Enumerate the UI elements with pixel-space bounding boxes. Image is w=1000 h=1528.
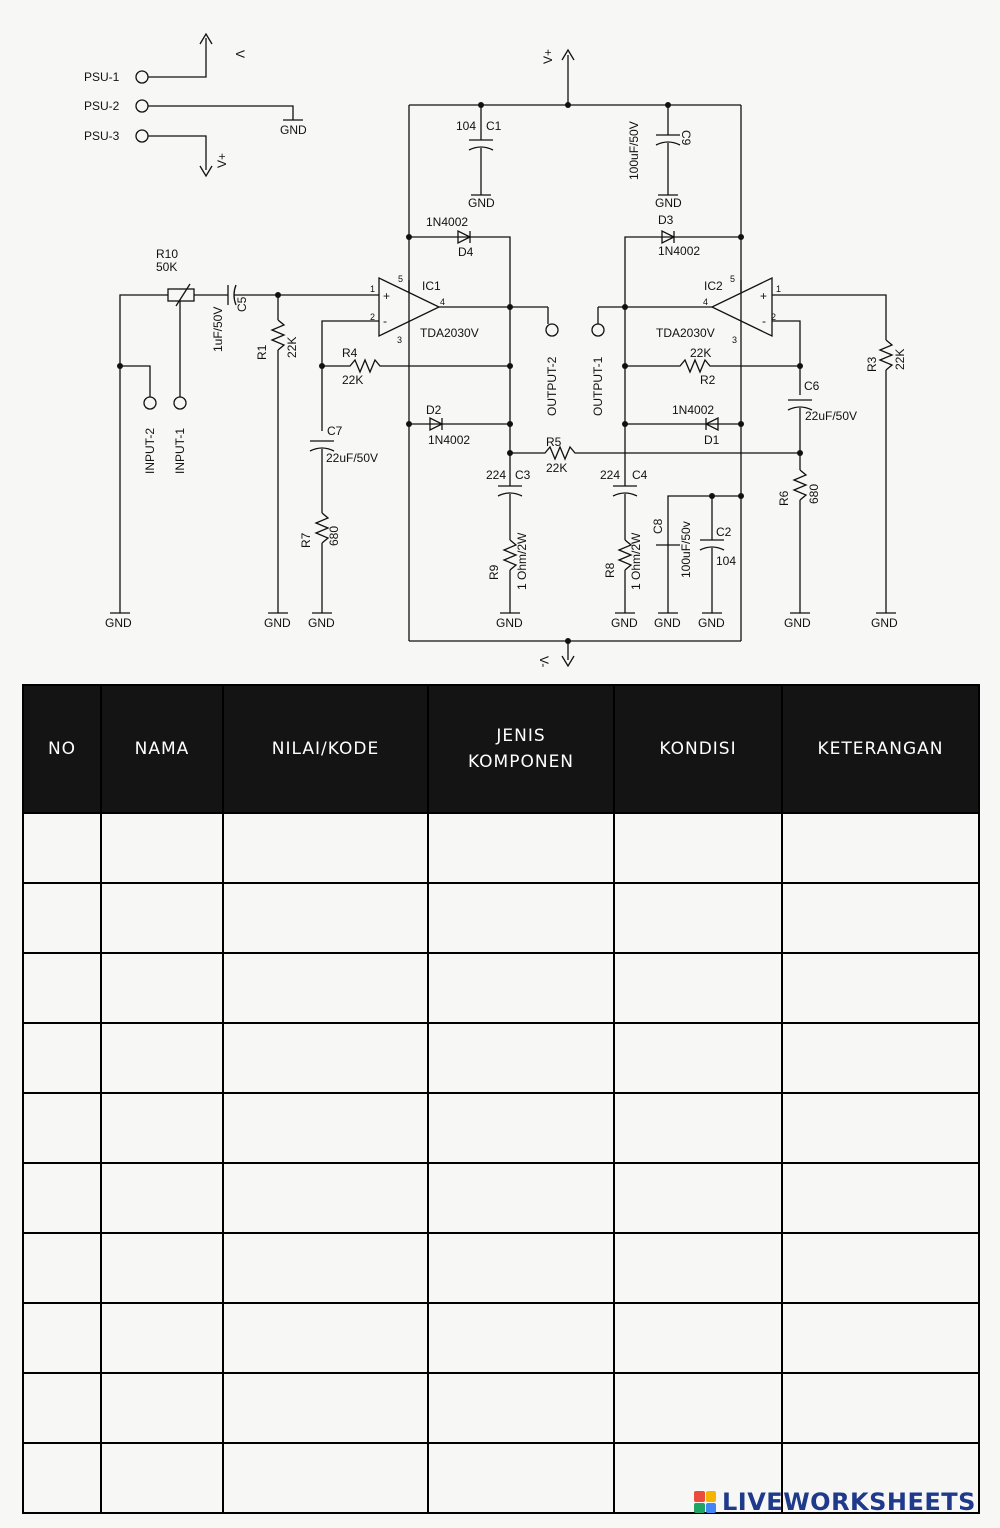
table-row (23, 1163, 979, 1233)
answer-cell[interactable] (101, 1163, 223, 1233)
psu1-label: PSU-1 (84, 70, 120, 84)
brand-name: LIVEWORKSHEETS (722, 1488, 976, 1516)
component-table (22, 684, 980, 1514)
answer-cell[interactable] (101, 1303, 223, 1373)
ic2-pin1: 1 (776, 284, 782, 294)
answer-cell[interactable] (428, 953, 614, 1023)
r4-value: 22K (342, 373, 364, 387)
amplifier-schematic (0, 0, 1000, 680)
r1-value: 22K (285, 336, 299, 358)
r2-ref: R2 (700, 373, 716, 387)
r5-ref: R5 (546, 435, 562, 449)
answer-cell[interactable] (428, 1023, 614, 1093)
answer-cell[interactable] (782, 1373, 979, 1443)
r9-value: 1 Ohm/2W (515, 532, 529, 590)
answer-cell[interactable] (782, 813, 979, 883)
r3-ref: R3 (865, 356, 879, 372)
input2-label: INPUT-2 (143, 427, 157, 474)
r4-ref: R4 (342, 346, 358, 360)
table-row (23, 1303, 979, 1373)
answer-cell[interactable] (428, 1373, 614, 1443)
c6-value: 22uF/50V (805, 409, 858, 423)
answer-cell[interactable] (101, 1093, 223, 1163)
gnd-label-4: GND (496, 616, 523, 630)
r7-ref: R7 (299, 532, 313, 548)
answer-cell[interactable] (23, 1443, 101, 1513)
c8-value: 100uF/50v (679, 521, 693, 578)
answer-cell[interactable] (223, 1163, 428, 1233)
d3-value: 1N4002 (658, 244, 701, 258)
header-nilai-kode: NILAI/KODE (223, 685, 428, 813)
ic2-pin4: 4 (703, 297, 709, 307)
answer-cell[interactable] (101, 883, 223, 953)
header-nama: NAMA (101, 685, 223, 813)
c2-value: 104 (716, 554, 737, 568)
psu1-terminal (136, 71, 148, 83)
input1-label: INPUT-1 (173, 427, 187, 474)
table-row (23, 883, 979, 953)
answer-cell[interactable] (782, 1163, 979, 1233)
answer-cell[interactable] (782, 953, 979, 1023)
answer-cell[interactable] (223, 953, 428, 1023)
answer-cell[interactable] (782, 1023, 979, 1093)
answer-cell[interactable] (23, 883, 101, 953)
ic1-pin2: 2 (370, 312, 376, 322)
answer-cell[interactable] (428, 1303, 614, 1373)
r8-ref: R8 (603, 562, 617, 578)
answer-cell[interactable] (614, 1233, 782, 1303)
ic1-plus: + (383, 289, 391, 303)
answer-cell[interactable] (23, 1233, 101, 1303)
r2-value: 22K (690, 346, 712, 360)
answer-cell[interactable] (428, 1233, 614, 1303)
r10-value: 50K (156, 260, 178, 274)
ic1-minus: - (383, 314, 387, 328)
c9-gnd: GND (655, 196, 682, 210)
ic1-ref: IC1 (422, 279, 441, 293)
table-row (23, 1373, 979, 1443)
psu2-label: PSU-2 (84, 99, 120, 113)
answer-cell[interactable] (223, 1023, 428, 1093)
answer-cell[interactable] (23, 1093, 101, 1163)
psu3-label: PSU-3 (84, 129, 120, 143)
r5-value: 22K (546, 461, 568, 475)
d4-ref: D4 (458, 245, 474, 259)
c5-ref: C5 (235, 296, 249, 312)
answer-cell[interactable] (782, 1233, 979, 1303)
answer-cell[interactable] (614, 953, 782, 1023)
table-header-row (23, 685, 979, 813)
answer-cell[interactable] (223, 1093, 428, 1163)
answer-cell[interactable] (428, 1163, 614, 1233)
d1-ref: D1 (704, 433, 720, 447)
ic1-part: TDA2030V (420, 326, 479, 340)
ic2-pin5: 5 (730, 274, 736, 284)
answer-cell[interactable] (23, 1163, 101, 1233)
ic2-minus: - (762, 314, 766, 328)
answer-cell[interactable] (101, 1373, 223, 1443)
ic2-pin3: 3 (732, 335, 738, 345)
table-row (23, 1093, 979, 1163)
c4-ref: C4 (632, 468, 648, 482)
ic1-pin1: 1 (370, 284, 376, 294)
answer-cell[interactable] (23, 953, 101, 1023)
d2-ref: D2 (426, 403, 442, 417)
answer-cell[interactable] (614, 813, 782, 883)
answer-cell[interactable] (23, 1303, 101, 1373)
output1-label: OUTPUT-1 (591, 356, 605, 416)
answer-cell[interactable] (614, 1093, 782, 1163)
answer-cell[interactable] (614, 1373, 782, 1443)
table-row (23, 813, 979, 883)
header-jenis-komponen: JENIS KOMPONEN (428, 685, 614, 813)
answer-cell[interactable] (782, 1303, 979, 1373)
table-body (23, 813, 979, 1513)
c2-ref: C2 (716, 525, 732, 539)
table-row (23, 1233, 979, 1303)
answer-cell[interactable] (223, 883, 428, 953)
table-row (23, 953, 979, 1023)
answer-cell[interactable] (101, 1233, 223, 1303)
answer-cell[interactable] (223, 1443, 428, 1513)
c5-value: 1uF/50V (211, 306, 225, 352)
answer-cell[interactable] (101, 1023, 223, 1093)
ic2-pin2: 2 (771, 312, 777, 322)
ic2-plus: + (760, 289, 768, 303)
gnd-label-5: GND (611, 616, 638, 630)
gnd-label-2: GND (264, 616, 291, 630)
output2-label: OUTPUT-2 (545, 356, 559, 416)
c9-ref: C9 (679, 130, 693, 146)
ic1-pin3: 3 (397, 335, 403, 345)
gnd-label-1: GND (105, 616, 132, 630)
header-keterangan: KETERANGAN (782, 685, 979, 813)
psu3-rail: V+ (215, 152, 229, 168)
vpos-rail-label: V+ (541, 48, 555, 64)
psu2-terminal (136, 100, 148, 112)
gnd-label-8: GND (784, 616, 811, 630)
liveworksheets-logo (694, 1488, 976, 1516)
gnd-label-6: GND (654, 616, 681, 630)
answer-cell[interactable] (223, 1373, 428, 1443)
vneg-rail-label: V- (537, 656, 551, 668)
answer-cell[interactable] (101, 813, 223, 883)
c6-ref: C6 (804, 379, 820, 393)
answer-cell[interactable] (428, 813, 614, 883)
answer-cell[interactable] (614, 883, 782, 953)
gnd-label-9: GND (871, 616, 898, 630)
c9-value: 100uF/50V (627, 121, 641, 180)
psu1-rail: V (233, 50, 247, 59)
gnd-label-3: GND (308, 616, 335, 630)
ic1-pin5: 5 (398, 274, 404, 284)
gnd-label-7: GND (698, 616, 725, 630)
header-no: NO (23, 685, 101, 813)
c4-value: 224 (600, 468, 621, 482)
answer-cell[interactable] (614, 1023, 782, 1093)
d1-value: 1N4002 (672, 403, 715, 417)
c7-value: 22uF/50V (326, 451, 379, 465)
answer-cell[interactable] (223, 1233, 428, 1303)
ic2-ref: IC2 (704, 279, 723, 293)
r10-ref: R10 (156, 247, 179, 261)
r6-ref: R6 (777, 490, 791, 506)
c3-ref: C3 (515, 468, 531, 482)
answer-cell[interactable] (23, 1023, 101, 1093)
answer-cell[interactable] (614, 1163, 782, 1233)
r6-value: 680 (807, 483, 821, 504)
r3-value: 22K (893, 348, 907, 370)
c8-ref: C8 (651, 518, 665, 534)
r9-ref: R9 (487, 564, 501, 580)
psu2-gnd: GND (280, 123, 307, 137)
d3-ref: D3 (658, 213, 674, 227)
answer-cell[interactable] (23, 1373, 101, 1443)
c1-ref: C1 (486, 119, 502, 133)
answer-cell[interactable] (223, 1303, 428, 1373)
answer-cell[interactable] (614, 1303, 782, 1373)
c1-value: 104 (456, 119, 477, 133)
psu3-terminal (136, 130, 148, 142)
answer-cell[interactable] (223, 813, 428, 883)
r1-ref: R1 (255, 344, 269, 360)
brand-mark-icon (694, 1491, 716, 1513)
answer-cell[interactable] (428, 1093, 614, 1163)
ic2-part: TDA2030V (656, 326, 715, 340)
header-kondisi: KONDISI (614, 685, 782, 813)
answer-cell[interactable] (428, 883, 614, 953)
answer-cell[interactable] (101, 1443, 223, 1513)
r8-value: 1 Ohm/2W (629, 532, 643, 590)
c3-value: 224 (486, 468, 507, 482)
r7-value: 680 (327, 525, 341, 546)
answer-cell[interactable] (101, 953, 223, 1023)
d2-value: 1N4002 (428, 433, 471, 447)
c7-ref: C7 (327, 424, 343, 438)
d4-value: 1N4002 (426, 215, 469, 229)
answer-cell[interactable] (428, 1443, 614, 1513)
ic1-pin4: 4 (440, 297, 446, 307)
table-row (23, 1023, 979, 1093)
c1-gnd: GND (468, 196, 495, 210)
answer-cell[interactable] (782, 883, 979, 953)
answer-cell[interactable] (782, 1093, 979, 1163)
answer-cell[interactable] (23, 813, 101, 883)
